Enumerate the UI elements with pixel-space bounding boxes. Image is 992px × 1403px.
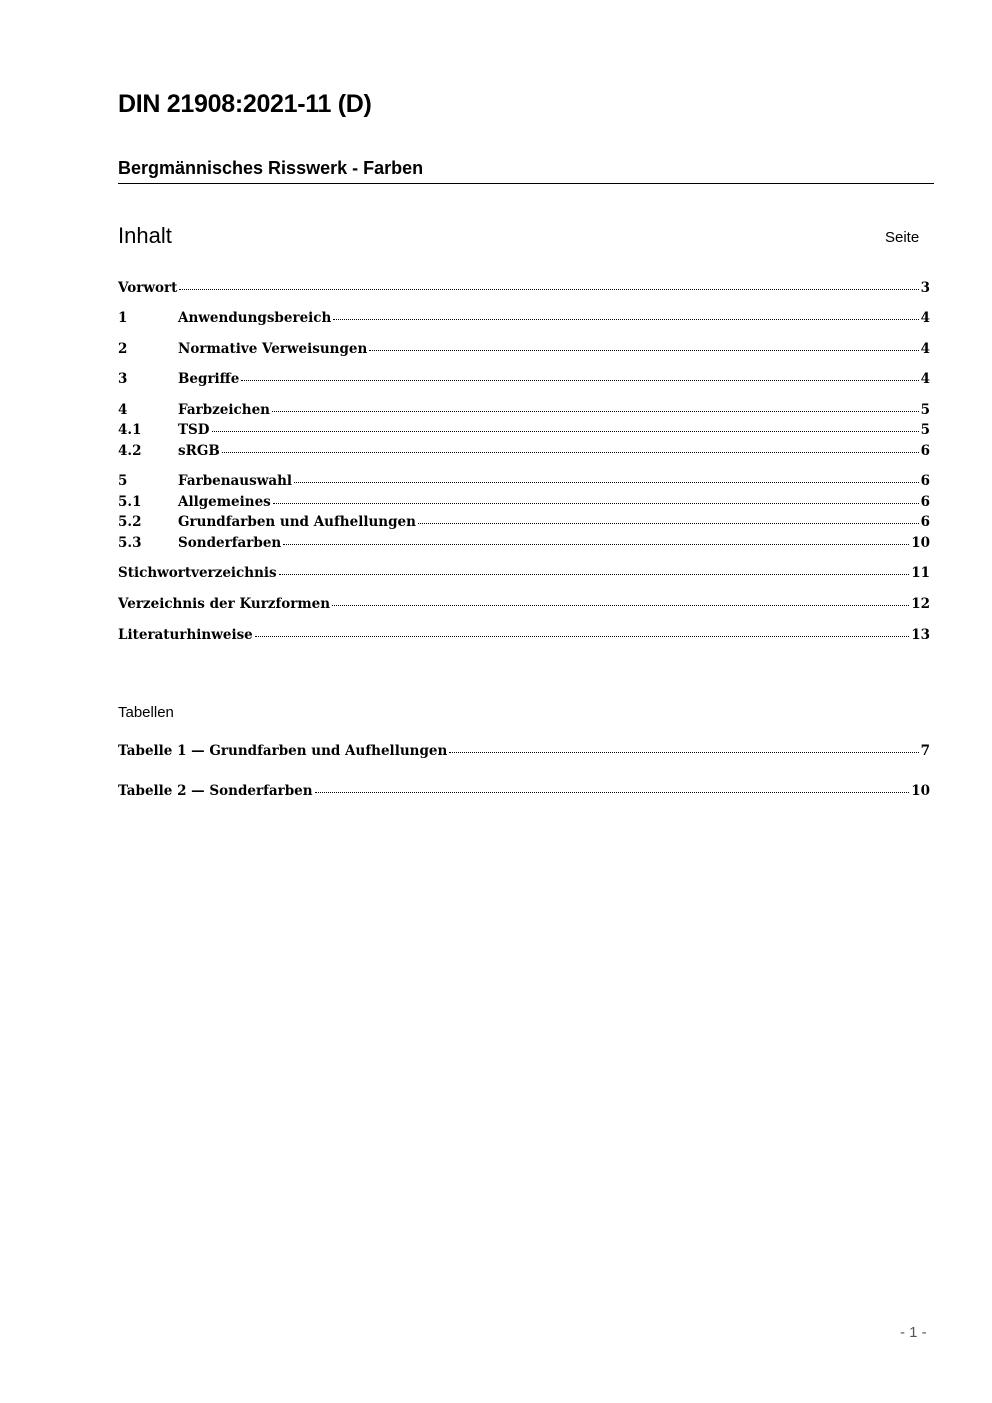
toc-entry-4-1[interactable]	[118, 422, 930, 442]
toc-entry-title: Stichwortverzeichnis	[118, 565, 277, 581]
toc-entry-number: 1	[118, 310, 128, 326]
toc-leader	[222, 452, 919, 453]
toc-entry-4[interactable]	[118, 402, 930, 422]
toc-entry-kurzformen[interactable]	[118, 596, 930, 616]
document-subtitle: Bergmännisches Risswerk - Farben	[118, 158, 424, 178]
page-column-label: Seite	[885, 229, 920, 246]
table-entry-title: Tabelle 1 — Grundfarben und Aufhellungen	[118, 743, 448, 759]
toc-leader	[273, 503, 919, 504]
tables-heading: Tabellen	[118, 704, 174, 721]
table-entry-page: 7	[920, 743, 930, 759]
toc-entry-title: Literaturhinweise	[118, 627, 253, 643]
toc-leader	[418, 523, 919, 524]
toc-entry-title: sRGB	[178, 443, 220, 459]
toc-entry-page: 6	[920, 514, 930, 530]
toc-entry-title: TSD	[178, 422, 210, 438]
table-entry-title: Tabelle 2 — Sonderfarben	[118, 783, 313, 799]
toc-entry-5-3[interactable]	[118, 535, 930, 555]
toc-entry-page: 6	[920, 494, 930, 510]
toc-entry-page: 5	[920, 402, 930, 418]
toc-leader	[369, 350, 918, 351]
toc-entry-title: Verzeichnis der Kurzformen	[118, 596, 331, 612]
toc-entry-title: Anwendungsbereich	[178, 310, 332, 326]
toc-entry-number: 5.2	[118, 514, 142, 530]
toc-entry-1[interactable]	[118, 310, 930, 330]
toc-entry-title: Begriffe	[178, 371, 240, 387]
toc-leader	[255, 636, 909, 637]
toc-leader	[212, 431, 919, 432]
toc-entry-3[interactable]	[118, 371, 930, 391]
toc-entry-title: Vorwort	[118, 280, 178, 296]
toc-entry-page: 10	[911, 535, 930, 551]
toc-entry-title: Sonderfarben	[178, 535, 282, 551]
toc-entry-5[interactable]	[118, 473, 930, 493]
toc-entry-number: 2	[118, 341, 128, 357]
toc-entry-stichwortverzeichnis[interactable]	[118, 565, 930, 585]
toc-entry-page: 4	[920, 310, 930, 326]
toc-entry-number: 4.1	[118, 422, 142, 438]
toc-entry-number: 3	[118, 371, 128, 387]
toc-entry-page: 12	[911, 596, 930, 612]
toc-entry-page: 5	[920, 422, 930, 438]
toc-entry-number: 5.3	[118, 535, 142, 551]
document-title: DIN 21908:2021-11 (D)	[118, 90, 372, 118]
table-entry-2[interactable]	[118, 783, 930, 803]
toc-entry-title: Normative Verweisungen	[178, 341, 368, 357]
toc-leader	[241, 380, 918, 381]
toc-entry-title: Farbzeichen	[178, 402, 270, 418]
toc-entry-2[interactable]	[118, 341, 930, 361]
toc-leader	[449, 752, 918, 753]
toc-leader	[279, 574, 910, 575]
table-entry-1[interactable]	[118, 743, 930, 763]
toc-entry-5-1[interactable]	[118, 494, 930, 514]
toc-leader	[332, 605, 909, 606]
toc-entry-number: 4.2	[118, 443, 142, 459]
toc-entry-page: 6	[920, 443, 930, 459]
toc-entry-title: Farbenauswahl	[178, 473, 293, 489]
title-divider	[118, 183, 934, 184]
table-entry-page: 10	[911, 783, 930, 799]
toc-entry-page: 4	[920, 371, 930, 387]
toc-entry-4-2[interactable]	[118, 443, 930, 463]
toc-leader	[272, 411, 919, 412]
toc-entry-title: Grundfarben und Aufhellungen	[178, 514, 416, 530]
toc-entry-5-2[interactable]	[118, 514, 930, 534]
toc-entry-page: 11	[911, 565, 930, 581]
toc-leader	[283, 544, 909, 545]
toc-entry-vorwort[interactable]	[118, 280, 930, 300]
toc-entry-title: Allgemeines	[178, 494, 271, 510]
toc-leader	[333, 319, 918, 320]
page-number: - 1 -	[900, 1324, 927, 1341]
toc-heading: Inhalt	[118, 223, 172, 248]
toc-entry-page: 6	[920, 473, 930, 489]
toc-leader	[294, 482, 919, 483]
toc-entry-page: 13	[911, 627, 930, 643]
toc-entry-page: 3	[920, 280, 930, 296]
toc-entry-number: 4	[118, 402, 128, 418]
toc-entry-number: 5.1	[118, 494, 142, 510]
toc-entry-page: 4	[920, 341, 930, 357]
toc-entry-number: 5	[118, 473, 128, 489]
toc-entry-literaturhinweise[interactable]	[118, 627, 930, 647]
toc-leader	[179, 289, 918, 290]
toc-leader	[315, 792, 910, 793]
